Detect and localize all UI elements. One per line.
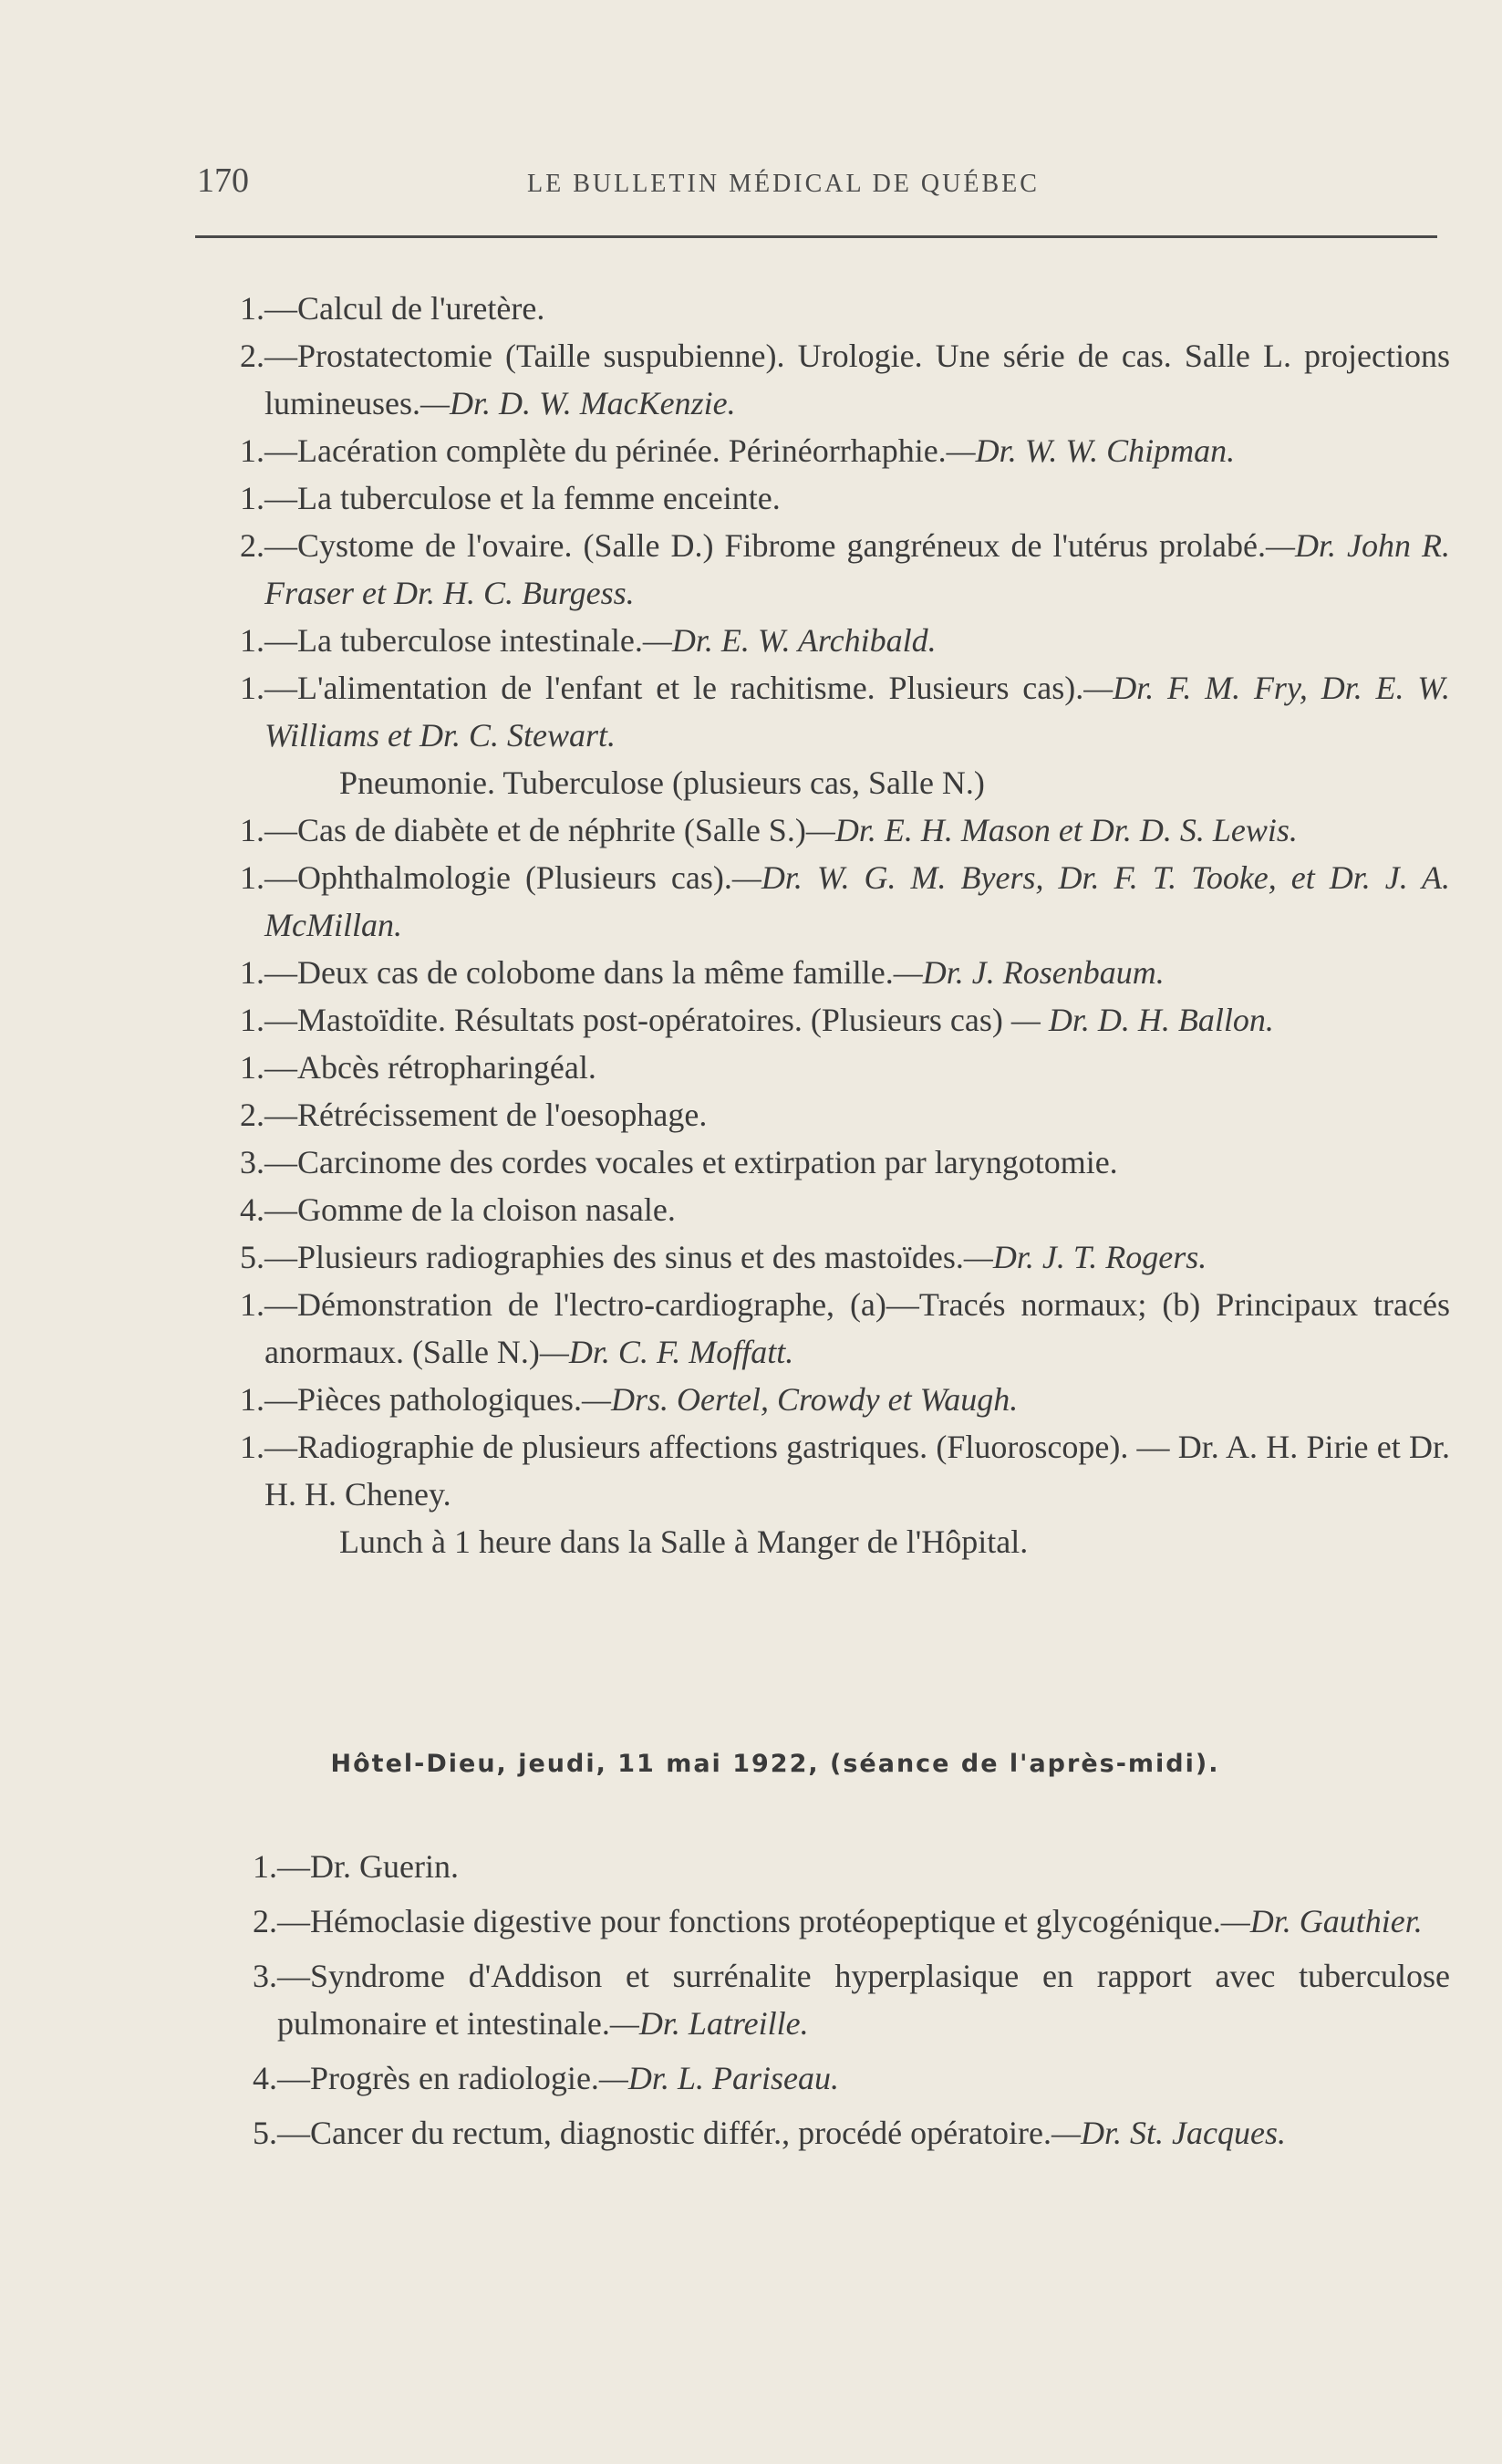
entry-body <box>264 617 1450 664</box>
entry-body <box>264 759 1450 806</box>
entry-number: 1. <box>240 1429 264 1465</box>
program-entry <box>182 759 1450 806</box>
entry-number: 2. <box>240 1097 264 1133</box>
entry-body <box>264 474 1450 522</box>
program-entry <box>182 664 1450 759</box>
entry-number: 2. <box>253 1903 277 1939</box>
entry-body <box>277 2109 1450 2157</box>
entry-number: 1. <box>240 1381 264 1418</box>
entry-text: —L'alimentation de l'enfant et le rachitisme. Plusieurs cas). <box>264 670 1084 706</box>
entry-author: —Dr. St. Jacques. <box>1051 2115 1286 2151</box>
entry-number: 4. <box>253 2060 277 2096</box>
entry-text: —Cas de diabète et de néphrite (Salle S.) <box>264 812 806 848</box>
entry-author: —Dr. E. W. Archibald. <box>642 622 937 659</box>
entry-body <box>277 1897 1450 1945</box>
program-entry <box>182 1518 1450 1565</box>
program-entry <box>182 1897 1450 1945</box>
entry-number: 1. <box>240 290 264 327</box>
entry-text: —Hémoclasie digestive pour fonctions protéopeptique et glycogénique. <box>277 1903 1221 1939</box>
entry-number: 5. <box>253 2115 277 2151</box>
program-entry <box>182 949 1450 996</box>
entry-text: —Mastoïdite. Résultats post-opératoires. (Plusieurs cas) <box>264 1002 1011 1038</box>
entry-body <box>264 1376 1450 1423</box>
entry-text: —Ophthalmologie (Plusieurs cas). <box>264 859 732 896</box>
entry-number: 5. <box>240 1239 264 1275</box>
entry-number: 1. <box>240 1049 264 1086</box>
program-entry <box>182 332 1450 427</box>
entry-number: 2. <box>240 338 264 374</box>
entry-number: 1. <box>240 954 264 991</box>
entry-number: 1. <box>240 432 264 469</box>
program-entry <box>182 285 1450 332</box>
entry-text: —Cancer du rectum, diagnostic différ., procédé opératoire. <box>277 2115 1052 2151</box>
entry-text: —La tuberculose intestinale. <box>264 622 643 659</box>
entry-body <box>264 1423 1450 1518</box>
entry-text: Lunch à 1 heure dans la Salle à Manger de l'Hôpital. <box>339 1523 1029 1560</box>
entry-number: 1. <box>240 622 264 659</box>
entry-body <box>264 427 1450 474</box>
entry-body <box>264 285 1450 332</box>
entry-body <box>264 949 1450 996</box>
entry-number: 1. <box>240 812 264 848</box>
program-entry <box>182 522 1450 617</box>
entry-number: 1. <box>240 1002 264 1038</box>
entry-body <box>264 1044 1450 1091</box>
program-entry <box>182 996 1450 1044</box>
entry-body <box>264 996 1450 1044</box>
entry-body <box>264 1091 1450 1138</box>
entry-text: —Abcès rétropharingéal. <box>264 1049 596 1086</box>
program-entry <box>182 1233 1450 1281</box>
program-entry <box>182 2054 1450 2102</box>
entry-body <box>264 332 1450 427</box>
program-entry <box>182 1138 1450 1186</box>
program-entry <box>182 474 1450 522</box>
entry-body <box>264 1186 1450 1233</box>
entry-author: —Dr. Latreille. <box>609 2005 809 2042</box>
entry-author: —Dr. L. Pariseau. <box>598 2060 839 2096</box>
entry-text: —Deux cas de colobome dans la même famille. <box>264 954 894 991</box>
entry-author: —Dr. C. F. Moffatt. <box>539 1334 794 1370</box>
entry-text: —Gomme de la cloison nasale. <box>264 1191 676 1228</box>
program-entry <box>182 1281 1450 1376</box>
running-head: LE BULLETIN MÉDICAL DE QUÉBEC <box>527 170 1040 198</box>
section-heading: Hôtel-Dieu, jeudi, 11 mai 1922, (séance de l'après-midi). <box>330 1750 1220 1778</box>
entry-text: —Syndrome d'Addison et surrénalite hyperplasique en rapport avec tuberculose pulmonaire et intestinale. <box>277 1958 1450 2042</box>
entry-number: 4. <box>240 1191 264 1228</box>
entry-author: —Dr. F. M. Fry, Dr. E. W. Williams et Dr. C. Stewart. <box>264 670 1450 754</box>
entry-body <box>264 522 1450 617</box>
entry-author: —Dr. W. W. Chipman. <box>946 432 1236 469</box>
entry-body <box>264 664 1450 759</box>
entry-number: 1. <box>253 1848 277 1885</box>
program-entry <box>182 1423 1450 1518</box>
program-list-afternoon <box>182 1843 1450 2164</box>
page-number: 170 <box>197 161 249 200</box>
entry-text: —Rétrécissement de l'oesophage. <box>264 1097 708 1133</box>
entry-author: —Dr. D. W. MacKenzie. <box>420 385 736 421</box>
entry-body <box>277 2054 1450 2102</box>
program-entry <box>182 427 1450 474</box>
entry-text: —Démonstration de l'lectro-cardiographe, (a)—Tracés normaux; (b) Principaux tracés anormaux. (Salle N.) <box>264 1286 1450 1370</box>
entry-text: —Carcinome des cordes vocales et extirpation par laryngotomie. <box>264 1144 1118 1180</box>
entry-body <box>264 1233 1450 1281</box>
entry-author: —Dr. W. G. M. Byers, Dr. F. T. Tooke, et Dr. J. A. McMillan. <box>264 859 1451 943</box>
entry-number: 1. <box>240 1286 264 1323</box>
entry-number: 3. <box>253 1958 277 1994</box>
entry-text: —Cystome de l'ovaire. (Salle D.) Fibrome gangréneux de l'utérus prolabé. <box>264 527 1266 564</box>
entry-body <box>264 806 1450 854</box>
entry-text: —Radiographie de plusieurs affections gastriques. (Fluoroscope). — Dr. A. H. Pirie et Dr. H. H. Cheney. <box>264 1429 1450 1513</box>
entry-text: —Plusieurs radiographies des sinus et des mastoïdes. <box>264 1239 964 1275</box>
entry-author: —Dr. Gauthier. <box>1220 1903 1423 1939</box>
entry-author: — Dr. D. H. Ballon. <box>1010 1002 1274 1038</box>
entry-body <box>264 1281 1450 1376</box>
program-entry <box>182 806 1450 854</box>
entry-author: —Dr. E. H. Mason et Dr. D. S. Lewis. <box>805 812 1298 848</box>
entry-text: —Calcul de l'uretère. <box>264 290 545 327</box>
program-entry <box>182 1376 1450 1423</box>
program-list-morning <box>182 285 1450 1565</box>
entry-author: —Drs. Oertel, Crowdy et Waugh. <box>581 1381 1019 1418</box>
entry-text: —Pièces pathologiques. <box>264 1381 582 1418</box>
entry-body <box>277 1952 1450 2047</box>
program-entry <box>182 1843 1450 1890</box>
entry-author: —Dr. J. Rosenbaum. <box>893 954 1165 991</box>
entry-number: 1. <box>240 859 264 896</box>
entry-number: 1. <box>240 670 264 706</box>
program-entry <box>182 854 1450 949</box>
entry-number: 3. <box>240 1144 264 1180</box>
entry-number: 2. <box>240 527 264 564</box>
program-entry <box>182 1044 1450 1091</box>
entry-text: —Prostatectomie (Taille suspubienne). Urologie. Une série de cas. Salle L. projections lumineuses. <box>264 338 1450 421</box>
entry-author: —Dr. J. T. Rogers. <box>963 1239 1207 1275</box>
entry-text: —La tuberculose et la femme enceinte. <box>264 480 781 516</box>
entry-text: —Lacération complète du périnée. Périnéorrhaphie. <box>264 432 947 469</box>
entry-text: —Progrès en radiologie. <box>277 2060 599 2096</box>
entry-body <box>264 854 1450 949</box>
entry-text: Pneumonie. Tuberculose (plusieurs cas, Salle N.) <box>339 764 985 801</box>
entry-author: —Dr. John R. Fraser et Dr. H. C. Burgess. <box>264 527 1451 611</box>
program-entry <box>182 1952 1450 2047</box>
entry-body <box>277 1843 1450 1890</box>
entry-text: —Dr. Guerin. <box>277 1848 459 1885</box>
header-rule <box>195 235 1437 238</box>
entry-body <box>264 1138 1450 1186</box>
entry-number: 1. <box>240 480 264 516</box>
program-entry <box>182 1186 1450 1233</box>
program-entry <box>182 617 1450 664</box>
program-entry <box>182 1091 1450 1138</box>
program-entry <box>182 2109 1450 2157</box>
entry-body <box>264 1518 1450 1565</box>
